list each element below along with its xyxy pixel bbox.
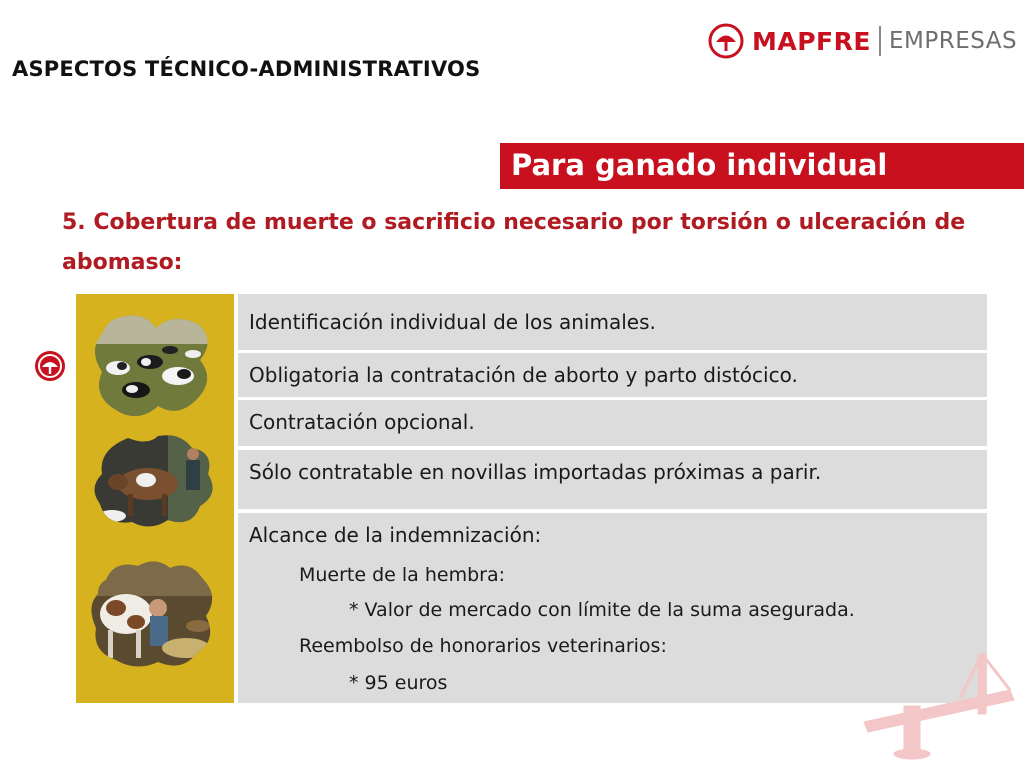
indemnity-line: Muerte de la hembra: [299,564,506,586]
image-panel [76,294,234,703]
row-text: Alcance de la indemnización: [249,523,542,547]
requirement-row [238,353,987,397]
mapfre-logo-icon [708,23,744,59]
section-title: ASPECTOS TÉCNICO-ADMINISTRATIVOS [12,57,481,81]
logo-divider [879,26,881,56]
company-logo [708,22,1017,60]
cows-pasture-photo [88,310,218,424]
banner-title: Para ganado individual [511,148,888,182]
cow-barn-photo [88,432,218,532]
indemnity-line: Reembolso de honorarios veterinarios: [299,635,667,657]
logo-brand: MAPFRE [752,26,871,56]
row-text: Obligatoria la contratación de aborto y parto distócico. [249,363,798,387]
requirement-row [238,450,987,509]
indemnity-line: * 95 euros [349,672,448,694]
indemnity-line: * Valor de mercado con límite de la suma asegurada. [349,599,855,621]
logo-sub: EMPRESAS [888,28,1018,54]
bullet-icon [34,350,66,382]
coverage-heading: 5. Cobertura de muerte o sacrificio necesario por torsión o ulceración de abomaso: [62,210,966,275]
milking-photo [86,556,222,672]
watermark-crane-icon [860,650,1020,760]
row-text: Contratación opcional. [249,410,475,434]
section-banner [500,143,1024,189]
row-text: Sólo contratable en novillas importadas próximas a parir. [249,460,822,484]
requirement-row [238,400,987,446]
row-text: Identificación individual de los animales. [249,310,656,334]
requirement-row [238,294,987,350]
